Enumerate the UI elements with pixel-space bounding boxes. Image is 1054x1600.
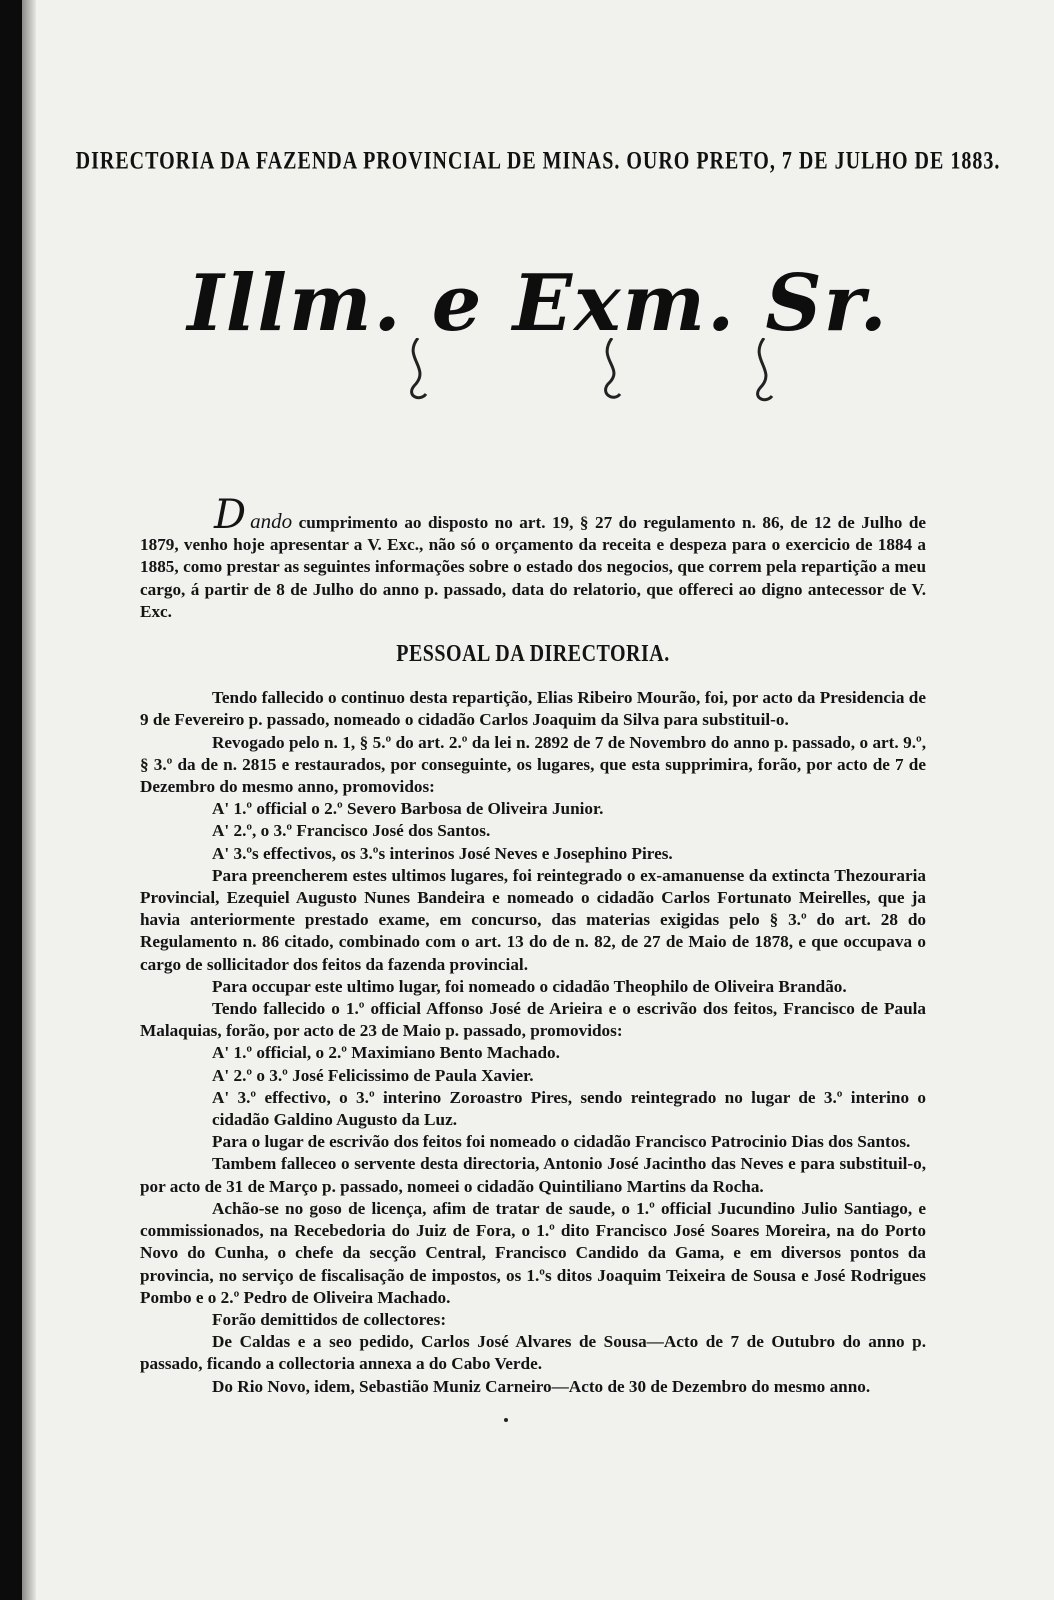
intro-paragraph xyxy=(140,492,927,623)
paragraph: Tendo fallecido o 1.º official Affonso José de Arieira e o escrivão dos feitos, Francisco de Paula Malaquias, forão, por acto de 23 de Maio p. passado, promovidos: xyxy=(140,999,926,1041)
paragraph: Para o lugar de escrivão dos feitos foi nomeado o cidadão Francisco Patrocinio Dias dos Santos. xyxy=(212,1132,911,1152)
paragraph: De Caldas e a seo pedido, Carlos José Alvares de Sousa—Acto de 7 de Outubro do anno p. passado, ficando a collectoria annexa a do Cabo Verde. xyxy=(140,1332,926,1374)
paragraph: Achão-se no goso de licença, afim de tratar de saude, o 1.º official Jucundino Julio Santiago, e commissionados, na Recebedoria do Juiz de Fora, o 1.º dito Francisco José Soares Moreira, na do Porto Novo do Cunha, o chefe da secção Central, Francisco Candido da Gama, e em diversos pontos da provincia, no serviço de fiscalisação de impostos, os 1.ºs ditos Joaquim Teixeira de Sousa e José Rodrigues Pombo e o 2.º Pedro de Oliveira Machado. xyxy=(140,1198,926,1307)
promotion-line: A' 2.º, o 3.º Francisco José dos Santos. xyxy=(212,821,491,841)
paragraph: Revogado pelo n. 1, § 5.º do art. 2.º da lei n. 2892 de 7 de Novembro do anno p. passado, o art. 9.º, § 3.º da de n. 2815 e restaurados, por conseguinte, os lugares, que esta supprimira, forão, por acto de 7 de Dezembro do mesmo anno, promovidos: xyxy=(140,732,926,797)
document-page xyxy=(22,0,1054,1600)
paragraph: Tendo fallecido o continuo desta repartição, Elias Ribeiro Mourão, foi, por acto da Presidencia de 9 de Fevereiro p. passado, nomeado o cidadão Carlos Joaquim da Silva para substituil-o. xyxy=(140,688,926,730)
document-body xyxy=(140,492,927,1398)
decorative-flourishes xyxy=(22,338,1054,408)
promotion-line: A' 3.ºs effectivos, os 3.ºs interinos José Neves e Josephino Pires. xyxy=(212,843,673,863)
promotion-line: A' 3.º effectivo, o 3.º interino Zoroastro Pires, sendo reintegrado no lugar de 3.º interino o cidadão Galdino Augusto da Luz. xyxy=(212,1087,926,1130)
paragraph: Do Rio Novo, idem, Sebastião Muniz Carneiro—Acto de 30 de Dezembro do mesmo anno. xyxy=(212,1376,871,1396)
paragraph: Tambem falleceo o servente desta directoria, Antonio José Jacintho das Neves e para substituil-o, por acto de 31 de Março p. passado, nomeei o cidadão Quintiliano Martins da Rocha. xyxy=(140,1154,926,1196)
document-header: DIRECTORIA DA FAZENDA PROVINCIAL DE MINAS. OURO PRETO, 7 DE JULHO DE 1883. xyxy=(75,147,1001,175)
intro-text: cumprimento ao disposto no art. 19, § 27 do regulamento n. 86, de 12 de Julho de 1879, venho hoje apresentar a V. Exc., não só o orçamento da receita e despeza para o exercicio de 1884 a 1885, como prestar as seguintes informações sobre o estado dos negocios, que correm pela repartição a meu cargo, á partir de 8 de Julho do anno p. passado, data do relatorio, que offereci ao digno antecessor de V. Exc. xyxy=(140,513,927,621)
paragraph: Forão demittidos de collectores: xyxy=(212,1309,447,1329)
paragraph-list xyxy=(140,687,926,1398)
dropcap: D xyxy=(214,492,247,538)
promotion-line: A' 1.º official, o 2.º Maximiano Bento Machado. xyxy=(212,1043,560,1063)
decorative-dot xyxy=(504,1418,508,1422)
paragraph: Para occupar este ultimo lugar, foi nomeado o cidadão Theophilo de Oliveira Brandão. xyxy=(212,976,847,996)
section-title: PESSOAL DA DIRECTORIA. xyxy=(396,640,670,668)
paragraph: Para preencherem estes ultimos lugares, foi reintegrado o ex-amanuense da extincta Thezouraria Provincial, Ezequiel Augusto Nunes Bandeira e nomeado o cidadão Carlos Fortunato Meirelles, que ja havia anteriormente prestado exame, em concurso, das materias exigidas pelo § 3.º do art. 28 do Regulamento n. 86 citado, combinado com o art. 13 do de n. 82, de 27 de Maio de 1878, e que occupava o cargo de sollicitador dos feitos da fazenda provincial. xyxy=(140,865,926,974)
promotion-line: A' 2.º o 3.º José Felicissimo de Paula Xavier. xyxy=(212,1065,534,1085)
promotion-line: A' 1.º official o 2.º Severo Barbosa de Oliveira Junior. xyxy=(212,799,604,819)
salutation: Illm. e Exm. Sr. xyxy=(187,258,889,349)
intro-first-word: ando xyxy=(250,509,293,533)
